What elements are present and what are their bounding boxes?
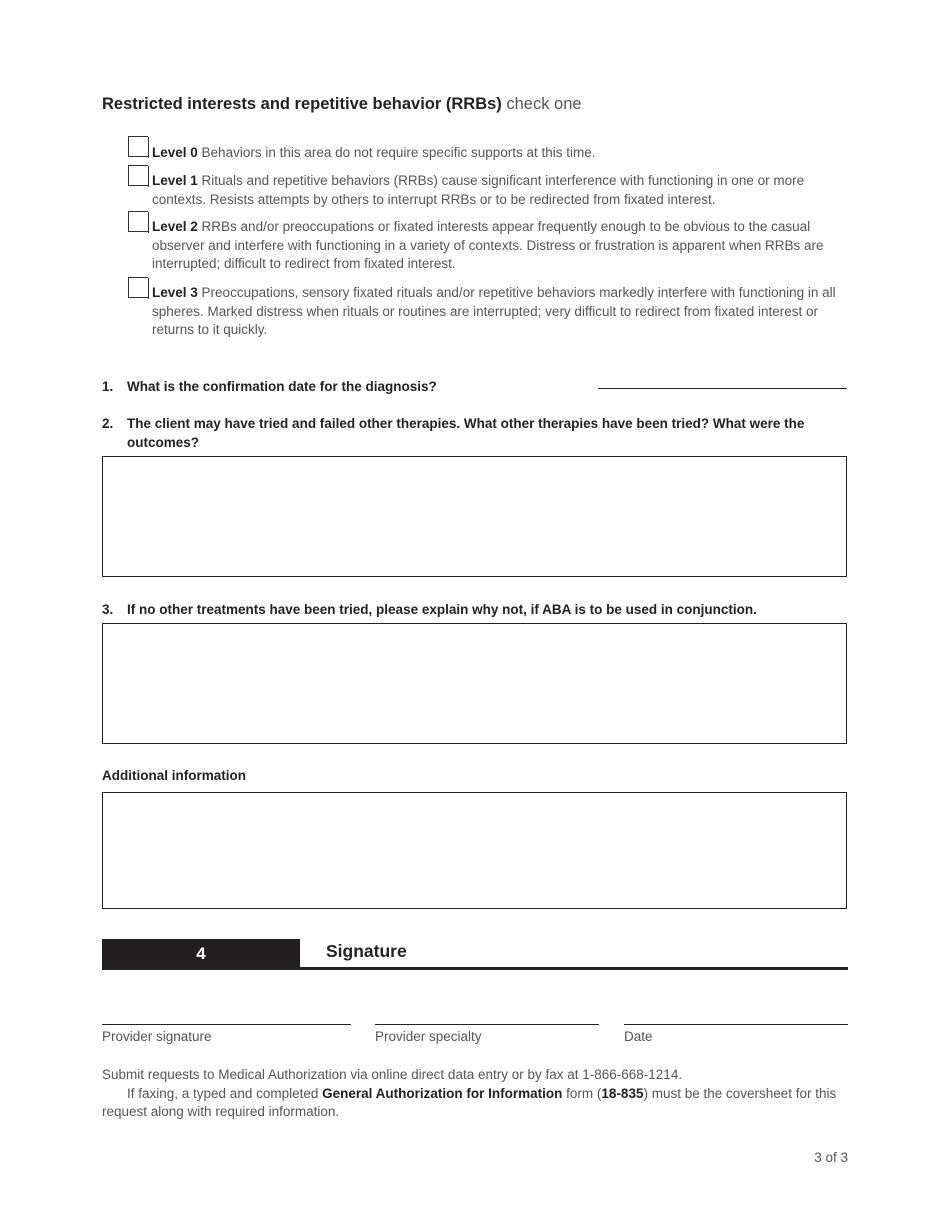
question-1 [102,377,582,396]
signature-section-rule [102,967,848,970]
question-3-text: If no other treatments have been tried, please explain why not, if ABA is to be used in conjunction. [127,602,757,617]
level-2-label: Level 2 [152,219,198,234]
confirmation-date-field[interactable] [598,388,847,389]
signature-section-title: Signature [326,941,407,961]
level-0-option[interactable] [128,144,846,163]
level-1-text: Rituals and repetitive behaviors (RRBs) cause significant interference with functioning in one or more contexts. Resists attempts by others to interrupt RRBs or to be redirected from fixated interest. [152,173,805,207]
footer-line-2-post: ) must be the coversheet for this request along with required information. [102,1085,837,1120]
footer-line-1: Submit requests to Medical Authorization via online direct data entry or by fax at 1-866-668-1214. [102,1067,683,1082]
footer-instructions [102,1066,848,1122]
footer-line-2-pre: If faxing, a typed and completed [127,1085,319,1101]
additional-info-label: Additional information [102,768,246,783]
question-2-number: 2. [102,416,114,431]
footer-line-2-mid: form ( [566,1085,602,1101]
question-2-text: The client may have tried and failed other therapies. What other therapies have been tried? What were the outcomes? [127,416,805,450]
additional-info-textbox[interactable] [102,792,847,909]
footer-line-2 [102,1085,848,1122]
provider-specialty-field[interactable] [375,1024,599,1025]
level-3-checkbox[interactable] [128,277,148,298]
level-3-label: Level 3 [152,285,198,300]
level-2-text: RRBs and/or preoccupations or fixated interests appear frequently enough to be obvious to the casual observer and interfere with functioning in a variety of contexts. Distress or frustration is apparent when RRBs are interrupted; difficult to redirect from fixated interest. [152,219,824,272]
other-therapies-textbox[interactable] [102,456,847,577]
question-3 [102,600,846,619]
question-1-text: What is the confirmation date for the diagnosis? [127,379,437,394]
provider-signature-label: Provider signature [102,1029,212,1044]
question-3-number: 3. [102,602,114,617]
no-treatments-explanation-textbox[interactable] [102,623,847,744]
level-3-text: Preoccupations, sensory fixated rituals and/or repetitive behaviors markedly interfere with functioning in all spheres. Marked distress when rituals or routines are interrupted; very difficult to redirect from fixated interest or returns to it quickly. [152,285,836,338]
date-label: Date [624,1029,653,1044]
level-0-checkbox[interactable] [128,136,148,157]
provider-signature-field[interactable] [102,1024,351,1025]
section-title-bold: Restricted interests and repetitive behavior (RRBs) [102,95,502,113]
level-1-checkbox[interactable] [128,165,148,186]
date-field[interactable] [624,1024,848,1025]
level-1-label: Level 1 [152,173,198,188]
question-2 [102,414,846,452]
level-2-checkbox[interactable] [128,211,148,232]
signature-section-number: 4 [102,939,300,969]
level-3-option[interactable] [128,284,846,340]
section-title [102,95,582,114]
provider-specialty-label: Provider specialty [375,1029,482,1044]
level-0-label: Level 0 [152,145,198,160]
general-authorization-form-name: General Authorization for Information [322,1085,563,1101]
level-1-option[interactable] [128,172,846,209]
level-0-text: Behaviors in this area do not require specific supports at this time. [201,145,596,160]
page-number: 3 of 3 [814,1150,848,1165]
level-2-option[interactable] [128,218,846,274]
form-number: 18-835 [601,1085,644,1101]
question-1-number: 1. [102,379,114,394]
section-title-hint: check one [506,95,582,113]
